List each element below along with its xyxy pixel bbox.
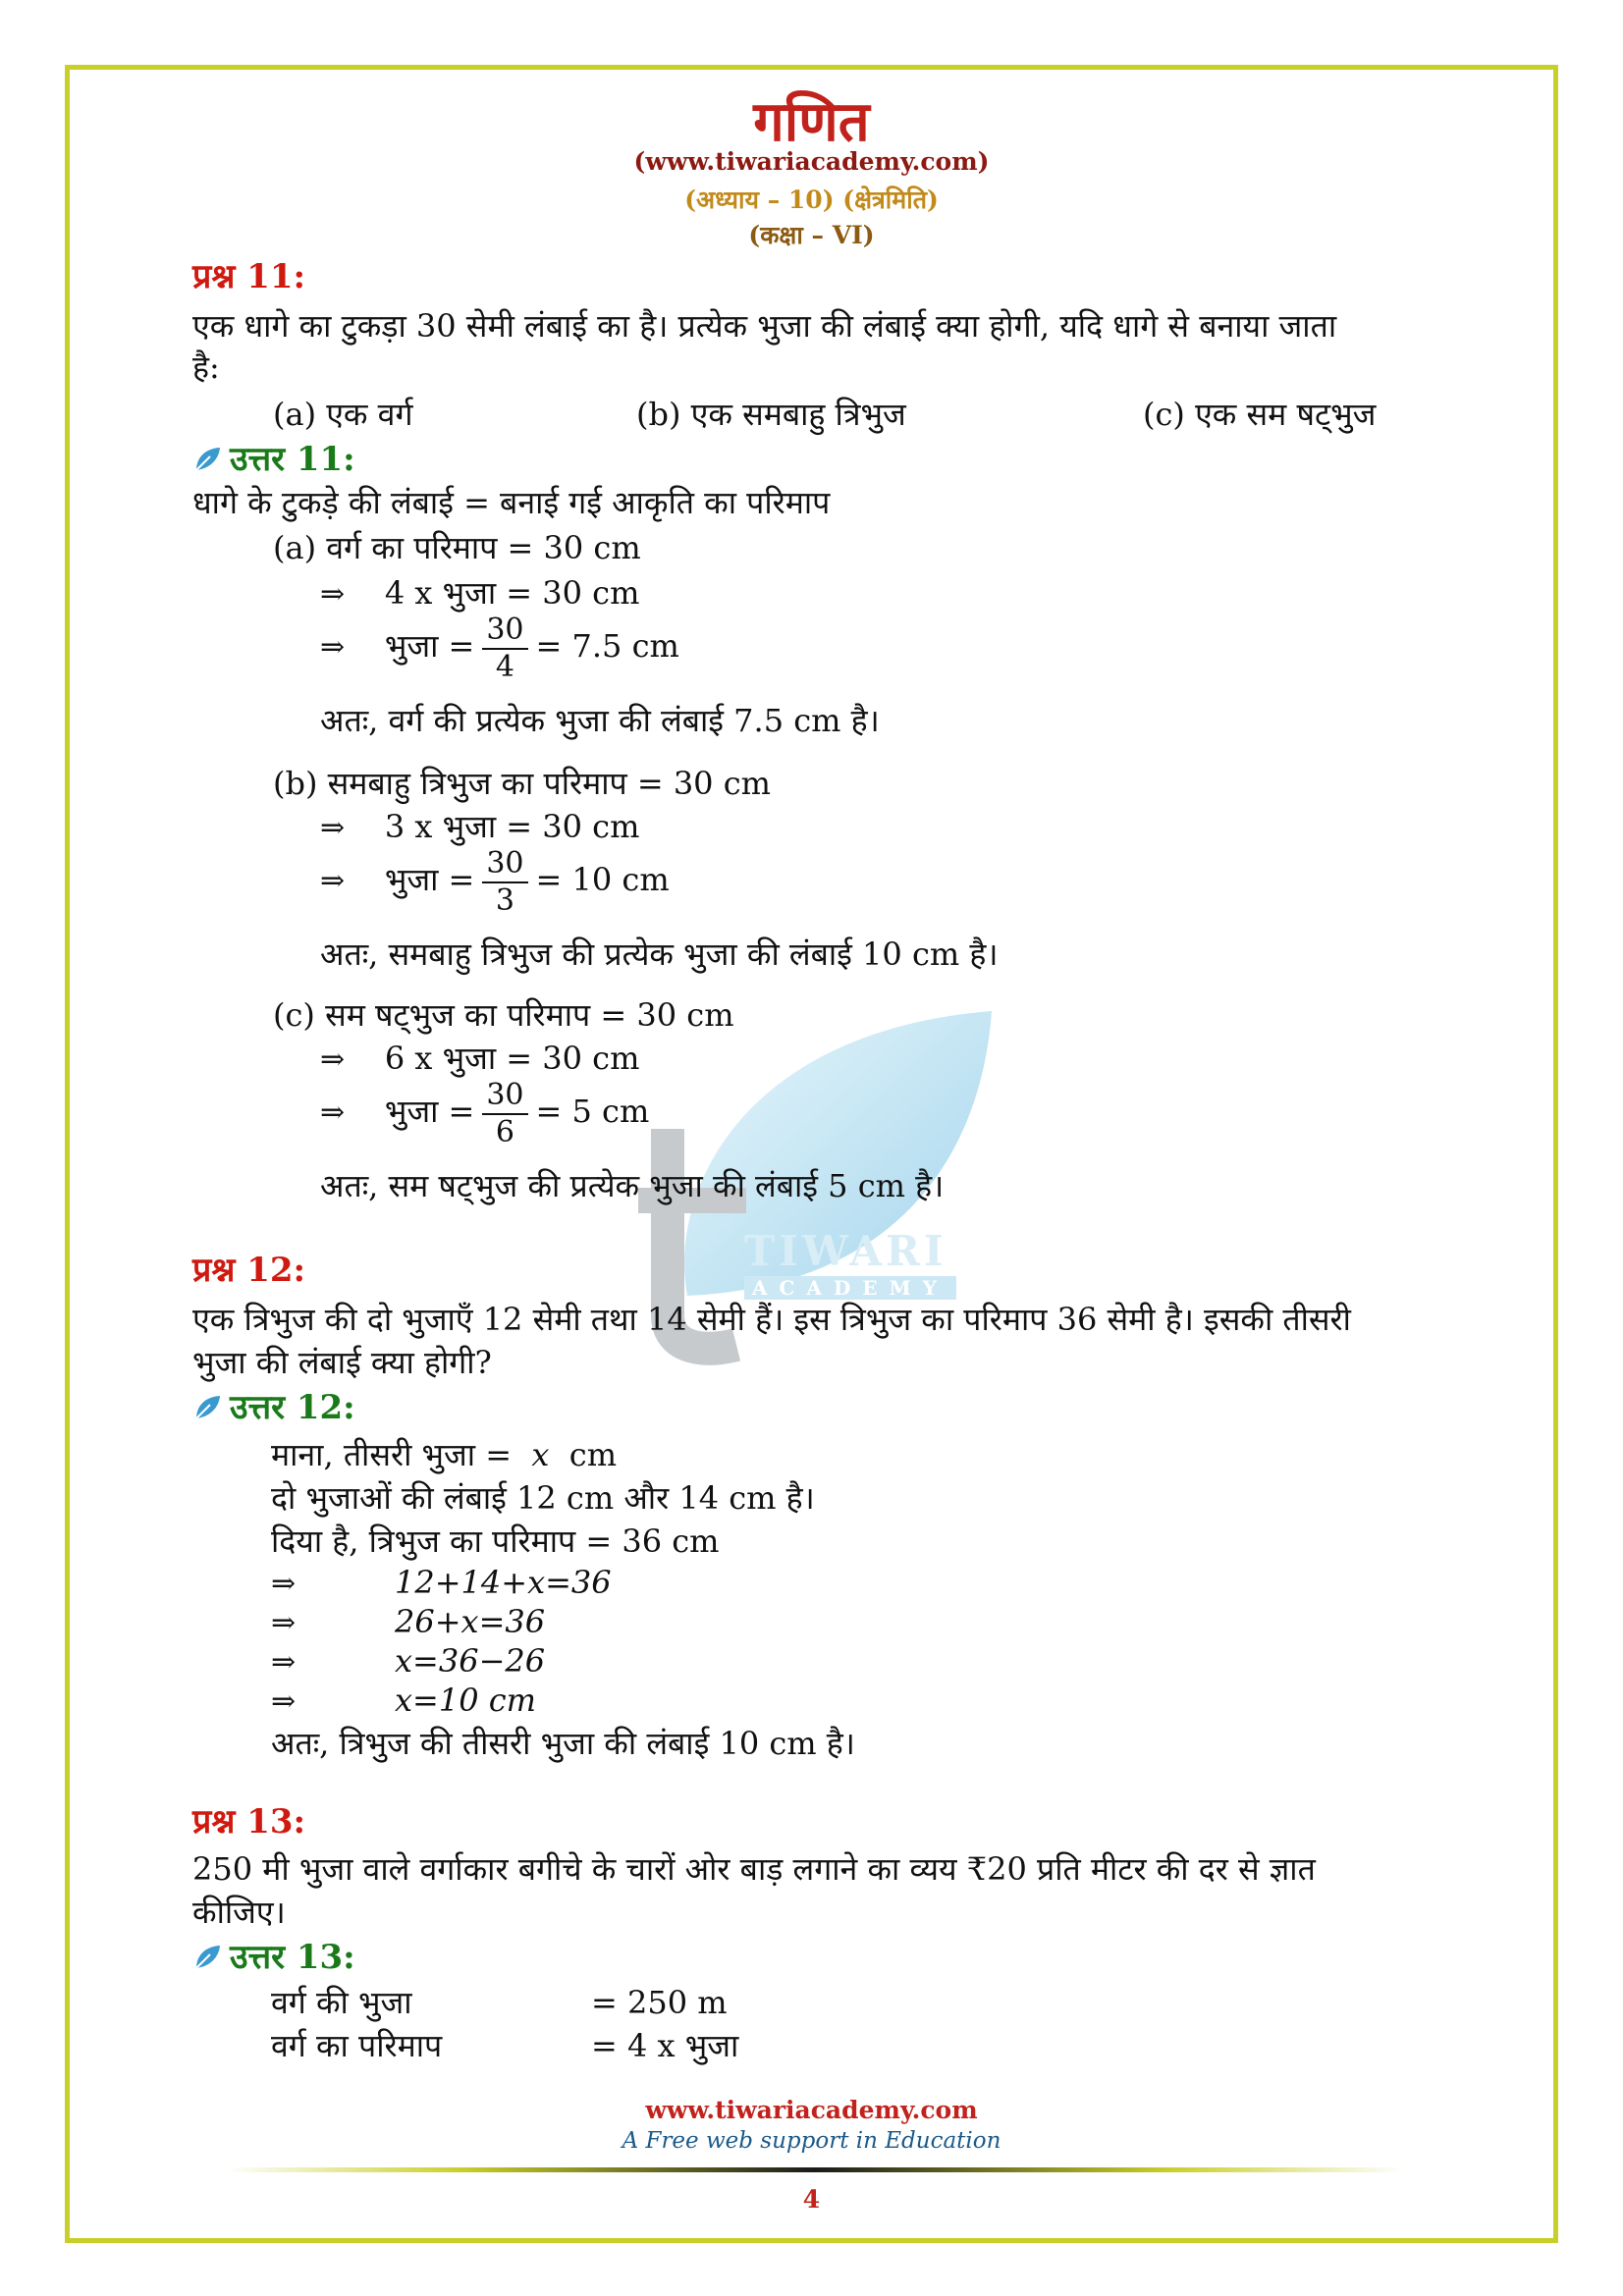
leaf-icon [192, 1393, 222, 1422]
answer-12-eq2 [271, 1602, 546, 1643]
equation-3: x=36−26 [395, 1642, 546, 1680]
fraction [482, 1078, 527, 1150]
answer-12-line1 [271, 1435, 617, 1474]
answer-13-row2-label: वर्ग का परिमाप [271, 2027, 443, 2064]
answer-11-b-heading: (b) समबाहु त्रिभुज का परिमाप = 30 cm [273, 765, 771, 802]
answer-12-eq1 [271, 1563, 612, 1604]
header-chapter: (अध्याय – 10) (क्षेत्रमिति) [684, 186, 939, 214]
implies-icon: ⇒ [271, 1606, 297, 1640]
answer-12-eq3 [271, 1641, 546, 1682]
question-12-label: प्रश्न 12: [192, 1251, 306, 1290]
question-11-text-line1: एक धागे का टुकड़ा 30 सेमी लंबाई का है। प्रत्येक भुजा की लंबाई क्या होगी, यदि धागे से बनाया जाता [192, 307, 1337, 345]
answer-11-heading [192, 440, 355, 479]
question-11-option-c: (c) एक सम षट्भुज [1143, 396, 1377, 433]
answer-13-label: उत्तर 13: [230, 1938, 355, 1977]
implies-icon: ⇒ [271, 1645, 297, 1680]
answer-11-b-step1-text: 3 x भुजा = 30 cm [384, 808, 640, 845]
fraction-numerator: 30 [482, 1078, 527, 1115]
question-11-label: प्रश्न 11: [192, 257, 306, 296]
implies-icon: ⇒ [320, 1042, 346, 1077]
unit-cm: cm [568, 1436, 618, 1473]
answer-12-line3: दिया है, त्रिभुज का परिमाप = 36 cm [271, 1522, 720, 1560]
answer-11-c-step2 [320, 1074, 649, 1150]
answer-11-c-heading: (c) सम षट्भुज का परिमाप = 30 cm [273, 996, 734, 1034]
question-12-text-line2: भुजा की लंबाई क्या होगी? [192, 1344, 492, 1381]
question-13-text-line1: 250 मी भुजा वाले वर्गाकार बगीचे के चारों ओर बाड़ लगाने का व्यय ₹20 प्रति मीटर की दर से ज्ञात [192, 1850, 1316, 1888]
fraction-numerator: 30 [482, 846, 527, 883]
answer-11-label: उत्तर 11: [230, 440, 355, 479]
answer-12-heading [192, 1388, 355, 1427]
answer-11-c-step1-text: 6 x भुजा = 30 cm [384, 1040, 640, 1077]
answer-12-label: उत्तर 12: [230, 1388, 355, 1427]
answer-11-a-step1-text: 4 x भुजा = 30 cm [384, 574, 640, 612]
answer-11-a-heading: (a) वर्ग का परिमाप = 30 cm [273, 529, 641, 566]
variable-x: x [531, 1436, 550, 1473]
header-website: (www.tiwariacademy.com) [633, 147, 990, 176]
leaf-icon [192, 1943, 222, 1972]
answer-11-b-result: = 10 cm [535, 861, 670, 898]
question-11-option-b: (b) एक समबाहु त्रिभुज [636, 396, 906, 433]
question-12-text-line1: एक त्रिभुज की दो भुजाएँ 12 सेमी तथा 14 सेमी हैं। इस त्रिभुज का परिमाप 36 सेमी है। इसकी तीसरी [192, 1301, 1351, 1338]
implies-icon: ⇒ [320, 630, 346, 665]
leaf-icon [192, 445, 222, 474]
implies-icon: ⇒ [271, 1684, 297, 1719]
implies-icon: ⇒ [320, 864, 346, 898]
equation-4: x=10 cm [395, 1682, 537, 1719]
fraction-numerator: 30 [482, 613, 527, 650]
implies-icon: ⇒ [320, 811, 346, 845]
question-11-option-a: (a) एक वर्ग [273, 396, 413, 433]
answer-11-a-side: भुजा = [384, 627, 475, 665]
answer-11-b-conclusion: अतः, समबाहु त्रिभुज की प्रत्येक भुजा की लंबाई 10 cm है। [320, 935, 999, 973]
answer-11-a-step2 [320, 609, 679, 685]
fraction-denominator: 4 [495, 649, 514, 684]
fraction [482, 846, 527, 919]
answer-11-b-side: भुजा = [384, 861, 475, 898]
page-title: गणित [753, 89, 870, 154]
implies-icon: ⇒ [320, 577, 346, 612]
watermark-sub: ACADEMY [744, 1276, 956, 1300]
answer-11-intro: धागे के टुकड़े की लंबाई = बनाई गई आकृति का परिमाप [192, 484, 831, 521]
answer-13-row2-value: = 4 x भुजा [591, 2027, 739, 2064]
answer-11-c-side: भुजा = [384, 1093, 475, 1130]
fraction-denominator: 6 [495, 1114, 514, 1149]
answer-11-a-result: = 7.5 cm [535, 627, 679, 665]
footer-divider [226, 2167, 1404, 2172]
answer-12-conclusion: अतः, त्रिभुज की तीसरी भुजा की लंबाई 10 cm है। [271, 1725, 855, 1762]
answer-13-row1-label: वर्ग की भुजा [271, 1984, 412, 2021]
fraction-denominator: 3 [495, 882, 514, 918]
answer-12-line1-text: माना, तीसरी भुजा = [271, 1436, 513, 1473]
footer-tagline: A Free web support in Education [622, 2128, 1001, 2154]
question-13-label: प्रश्न 13: [192, 1802, 306, 1842]
implies-icon: ⇒ [320, 1095, 346, 1130]
answer-11-c-conclusion: अतः, सम षट्भुज की प्रत्येक भुजा की लंबाई 5 cm है। [320, 1167, 945, 1204]
answer-11-c-result: = 5 cm [535, 1093, 650, 1130]
question-11-text-line2: है: [192, 348, 220, 386]
answer-11-b-step2 [320, 842, 670, 919]
header-class: (कक्षा – VI) [748, 221, 875, 249]
answer-11-a-conclusion: अतः, वर्ग की प्रत्येक भुजा की लंबाई 7.5 cm है। [320, 702, 880, 739]
implies-icon: ⇒ [271, 1567, 297, 1601]
page-number: 4 [802, 2185, 821, 2214]
answer-12-line2: दो भुजाओं की लंबाई 12 cm और 14 cm है। [271, 1479, 815, 1517]
answer-13-row1-value: = 250 m [591, 1984, 728, 2021]
equation-2: 26+x=36 [395, 1603, 546, 1640]
fraction [482, 613, 527, 685]
answer-13-heading [192, 1938, 355, 1977]
equation-1: 12+14+x=36 [395, 1564, 612, 1601]
answer-12-eq4 [271, 1681, 537, 1722]
question-13-text-line2: कीजिए। [192, 1894, 286, 1931]
watermark-brand: TIWARI [744, 1227, 947, 1275]
footer-website[interactable]: www.tiwariacademy.com [645, 2096, 978, 2124]
